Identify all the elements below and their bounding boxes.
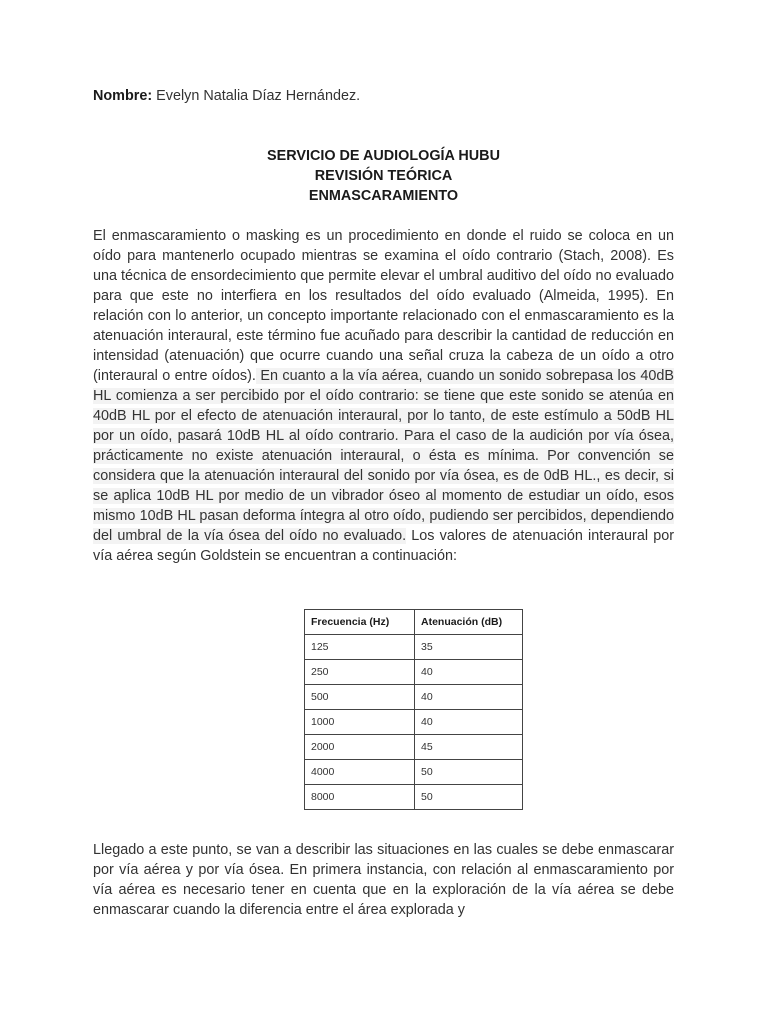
name-value: Evelyn Natalia Díaz Hernández. <box>156 88 361 104</box>
table-row <box>305 685 523 710</box>
document-title-block <box>93 146 674 206</box>
author-name-line <box>93 86 360 106</box>
cell-attenuation: 50 <box>415 760 523 785</box>
intro-text-definition: El enmascaramiento o masking es un procedimiento en donde el ruido se coloca en un oído para mantenerlo ocupado mientras se examina el oído contrario (Stach, 2008). Es una técnica de ensordecimiento que permite elevar el umbral auditivo del oído no evaluado para que este no interfiera en los resultados del oído evaluado (Almeida, 1995). En relación con lo anterior, un concepto importante relacionado con el enmascaramiento es la atenuación interaural, este término fue acuñado para describir la cantidad de reducción en intensidad (atenuación) que ocurre cuando una señal cruza la cabeza de un oído a otro (interaural o entre oídos). <box>93 228 674 384</box>
cell-attenuation: 40 <box>415 660 523 685</box>
intro-paragraph <box>93 226 674 566</box>
cell-frequency: 125 <box>305 635 415 660</box>
title-service: SERVICIO DE AUDIOLOGÍA HUBU <box>267 148 500 164</box>
masking-situations-paragraph: Llegado a este punto, se van a describir las situaciones en las cuales se debe enmascarar por vía aérea y por vía ósea. En primera instancia, con relación al enmascaramiento por vía aérea es necesario tener en cuenta que en la exploración de la vía aérea se debe enmascarar cuando la diferencia entre el área explorada y <box>93 842 674 918</box>
title-review: REVISIÓN TEÓRICA <box>314 168 453 184</box>
attenuation-table <box>304 609 523 810</box>
cell-attenuation: 45 <box>415 735 523 760</box>
title-topic: ENMASCARAMIENTO <box>308 188 459 204</box>
intro-text-highlighted: En cuanto a la vía aérea, cuando un sonido sobrepasa los 40dB HL comienza a ser percibido por el oído contrario: se tiene que este sonido se atenúa en 40dB HL por el efecto de atenuación interaural, por lo tanto, de este estímulo a 50dB HL por un oído, pasará 10dB HL al oído contrario. Para el caso de la audición por vía ósea, prácticamente no existe atenuación interaural, o ésta es mínima. Por convención se considera que la atenuación interaural del sonido por vía ósea, es de 0dB HL., es decir, si se aplica 10dB HL por medio de un vibrador óseo al momento de estudiar un oído, esos mismo 10dB HL pasan deforma íntegra al otro oído, pudiendo ser percibidos, dependiendo del umbral de la vía ósea del oído no evaluado. <box>93 368 674 544</box>
table-row <box>305 710 523 735</box>
cell-attenuation: 40 <box>415 710 523 735</box>
intro-text-goldstein: Los valores de atenuación interaural por vía aérea según Goldstein se encuentran a continuación: <box>93 528 675 564</box>
cell-frequency: 4000 <box>305 760 415 785</box>
header-attenuation: Atenuación (dB) <box>415 610 523 635</box>
header-frequency: Frecuencia (Hz) <box>305 610 415 635</box>
table-row <box>305 660 523 685</box>
table-row <box>305 785 523 810</box>
cell-attenuation: 35 <box>415 635 523 660</box>
cell-frequency: 8000 <box>305 785 415 810</box>
name-label: Nombre: <box>93 88 153 104</box>
cell-attenuation: 40 <box>415 685 523 710</box>
table-row <box>305 735 523 760</box>
cell-frequency: 2000 <box>305 735 415 760</box>
table-row <box>305 760 523 785</box>
cell-frequency: 1000 <box>305 710 415 735</box>
table-header-row <box>305 610 523 635</box>
cell-attenuation: 50 <box>415 785 523 810</box>
cell-frequency: 250 <box>305 660 415 685</box>
cell-frequency: 500 <box>305 685 415 710</box>
table-row <box>305 635 523 660</box>
